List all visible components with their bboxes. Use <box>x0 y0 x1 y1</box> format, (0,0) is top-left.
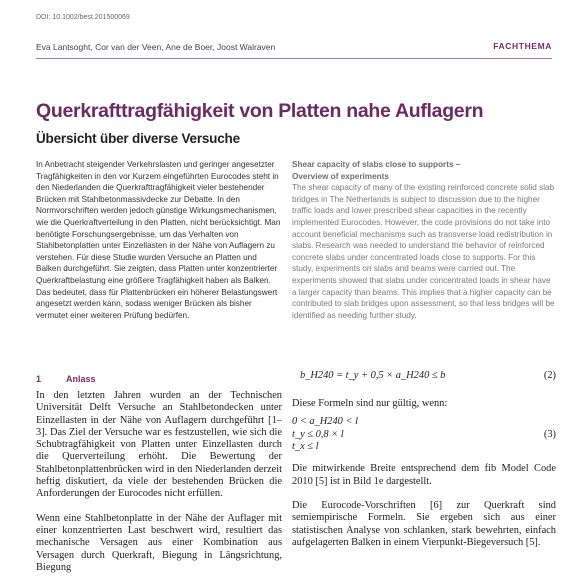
body-paragraph: Die Eurocode-Vorschriften [6] zur Querkraft sind semiempirische Formeln. Sie ergeben sich aus einer statistischen Analyse von schlanken, stark bewehrten, einfach aufgelagerten Balken in einem Vierpunkt-Biegeversuch [5]. <box>292 500 556 548</box>
equation-2-formula: b_H240 = t_y + 0,5 × a_H240 ≤ b <box>300 370 446 381</box>
equation-3-number: (3) <box>543 429 556 441</box>
equation-2-number: (2) <box>543 370 556 381</box>
equation-2 <box>292 370 556 388</box>
equation-3-line: 0 < a_H240 < l <box>292 416 358 428</box>
body-paragraph: Die mitwirkende Breite entsprechend dem fib Model Code 2010 [5] ist in Bild 1e dargestellt. <box>292 463 556 487</box>
abstract-english-heading <box>292 159 556 182</box>
article-title: Querkrafttragfähigkeit von Platten nahe Auflagern <box>36 100 484 122</box>
article-subtitle: Übersicht über diverse Versuche <box>36 131 240 146</box>
section-number: 1 <box>36 374 42 384</box>
author-list: Eva Lantsoght, Cor van der Veen, Ane de Boer, Joost Walraven <box>36 42 276 52</box>
section-heading <box>36 374 96 384</box>
body-paragraph: Wenn eine Stahlbetonplatte in der Nähe der Auflager mit einer konzentrierten Last beschwert wird, resultiert das mechanische Versagen aus einer Kombination aus Versagen durch Querkraft, Biegung in Längsrichtung, Biegung <box>36 512 282 573</box>
equation-3-line: t_y ≤ 0,8 × l <box>292 428 344 440</box>
body-paragraph: In den letzten Jahren wurden an der Technischen Universität Delft Versuche an Stahlbetondecken unter Einzellasten in der Nähe von Auflagern durchgeführt [1–3]. Das Ziel der Versuche war es festzustellen, wie sich die Schubtragfähigkeit von Platten unter Einzellasten durch die Querverteilung erhöht. Die Bewertung der Stahlbetonplattenbrücken wird in den Niederlanden derzeit heftig diskutiert, da viele der bestehenden Brücken die Anforderungen der Eurocodes nicht erfüllen. <box>36 390 282 500</box>
section-title: Anlass <box>66 374 96 384</box>
body-right-column <box>292 370 556 549</box>
abstract-english <box>292 159 556 321</box>
abstract-english-text: The shear capacity of many of the existing reinforced concrete solid slab bridges in The Netherlands is subject to discussion due to the higher traffic loads and lower prescribed shear capacities in the recently implemented Eurocodes. However, the code provisions do not take into account beneficial mechanisms such as transverse load redistribution in slabs. Research was needed to understand the behavior of reinforced concrete slabs under concentrated loads close to supports. For this study, experiments on slabs and beams were carried out. The experiments showed that slabs under concentrated loads in shear have a larger capacity than beams. This implies that a higher capacity can be contributed to slab bridges upon assessment, so that less bridges will be identified as needing further study. <box>292 183 555 320</box>
equation-3-line: t_x ≤ l <box>292 441 319 453</box>
abstract-german: In Anbetracht steigender Verkehrslasten und geringer angesetzter Tragfähigkeiten in den vor Kurzem eingeführten Eurocodes steht in den Niederlanden die Querkrafttragfähigkeit vieler bestehender Brücken mit Stahlbetonmassivdecke zur Debatte. In den Normvorschriften werden jedoch günstige Wirkungsmechanismen, wie die Querkraftverteilung in den Platten, nicht berücksichtigt. Man benötigte Forschungsergebnisse, um das Verhalten von Stahlbetonplatten unter Einzellasten in der Nähe von Auflagern zu verstehen. Für diese Studie wurden Versuche an Platten und Balken durchgeführt. Sie zeigten, dass Platten unter konzentrierter Querkraftbelastung eine größere Tragfähigkeit haben als Balken. Das bedeutet, dass für Plattenbrücken ein höherer Belastungswert angesetzt werden kann, sodass weniger Brücken als bisher vermutet einer weiteren Prüfung bedürfen. <box>36 160 281 320</box>
section-rubric: FACHTHEMA <box>493 41 552 51</box>
doi-line: DOI: 10.1002/best.201500069 <box>36 14 130 21</box>
abstract-english-heading-line2: Overview of experiments <box>292 171 389 181</box>
header-rule <box>36 58 552 59</box>
body-left-column <box>36 390 282 586</box>
equation-3 <box>292 416 556 453</box>
abstract-english-heading-line1: Shear capacity of slabs close to supports – <box>292 160 461 169</box>
body-paragraph: Diese Formeln sind nur gültig, wenn: <box>292 398 448 409</box>
